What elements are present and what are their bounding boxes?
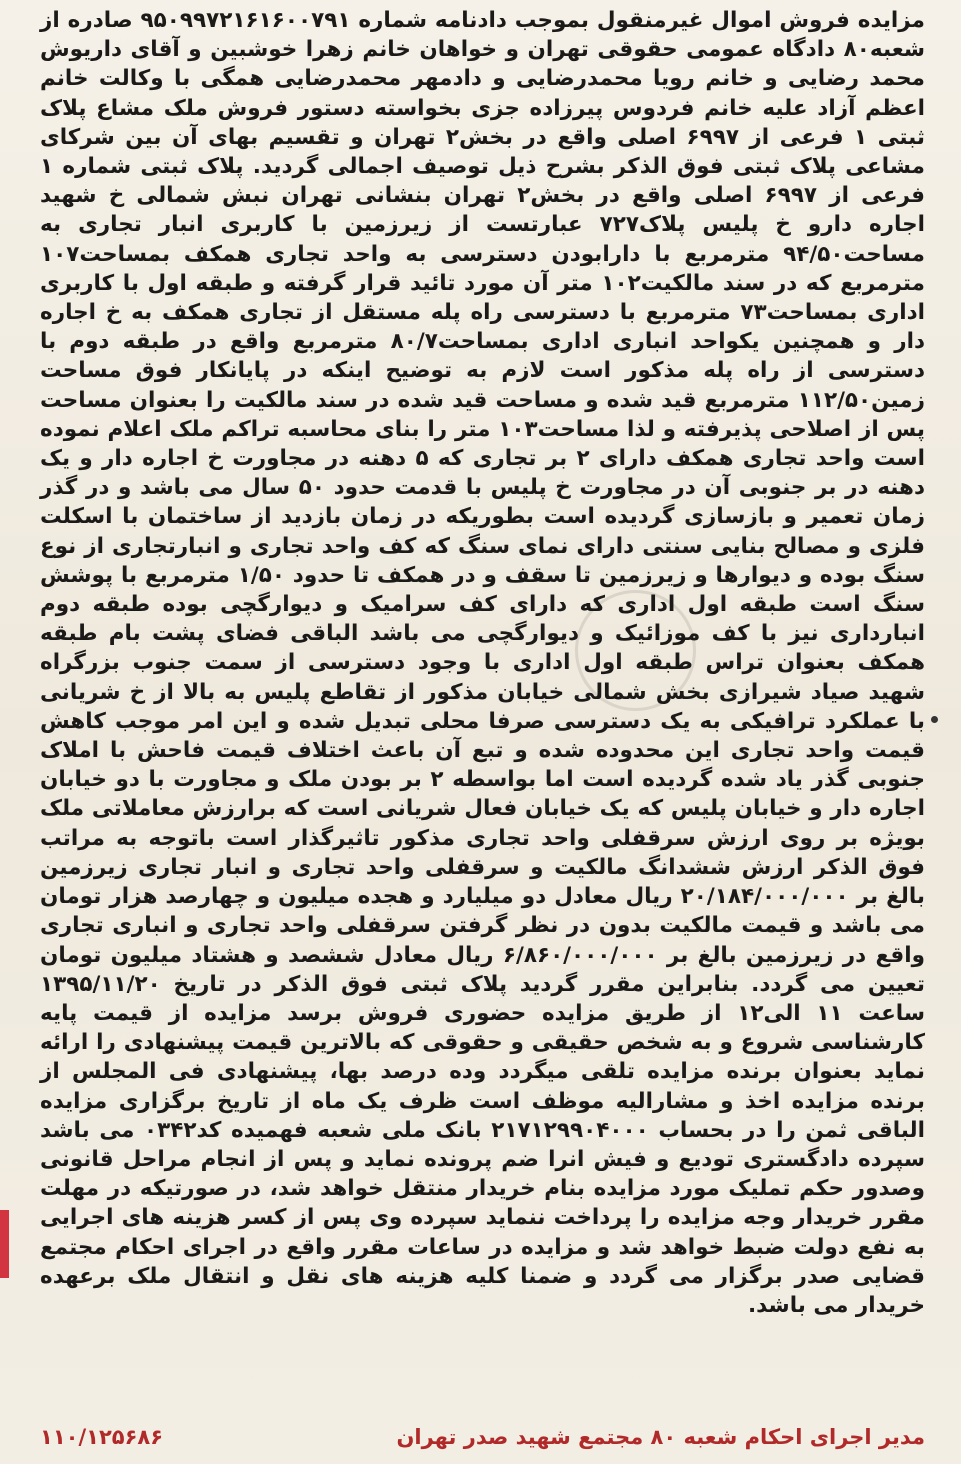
- publication-code: ۱۱۰/۱۲۵۶۸۶: [40, 1425, 164, 1449]
- auction-notice-body: مزایده فروش اموال غیرمنقول بموجب دادنامه شماره ۹۵۰۹۹۷۲۱۶۱۶۰۰۷۹۱ صادره از شعبه۸۰ دادگاه عمومی حقوقی تهران و خواهان خانم زهرا خوشبین و آقای داریوش محمد رضایی و خانم رویا محمدرضایی و دادمهر محمدرضایی همگی با وکالت خانم اعظم آزاد علیه خانم فردوس پیرزاده جزی بخواسته دستور فروش ملک مشاع پلاک ثبتی ۱ فرعی از ۶۹۹۷ اصلی واقع در بخش۲ تهران و تقسیم بهای آن بین شرکای مشاعی پلاک ثبتی فوق الذکر بشرح ذیل توصیف اجمالی گردید. پلاک ثبتی شماره ۱ فرعی از ۶۹۹۷ اصلی واقع در بخش۲ تهران بنشانی تهران نبش شمالی خ شهید اجاره دارو خ پلیس پلاک۷۲۷ عبارتست از زیرزمین با کاربری انبار تجاری به مساحت۹۴/۵۰ مترمربع با دارابودن دسترسی به واحد تجاری همکف بمساحت۱۰۷ مترمربع که در سند مالکیت۱۰۲ متر آن مورد تائید قرار گرفته و طبقه اول با کاربری اداری بمساحت۷۳ مترمربع با دسترسی راه پله مستقل از تجاری همکف به خ اجاره دار و همچنین یکواحد انباری اداری بمساحت۸۰/۷ مترمربع واقع در طبقه دوم با دسترسی از راه پله مذکور است لازم به توضیح اینکه در پایانکار فوق مساحت زمین۱۱۲/۵۰ مترمربع قید شده و مساحت قید شده در سند مالکیت را بعنوان مساحت پس از اصلاحی پذیرفته و لذا مساحت۱۰۳ متر را بنای محاسبه تراکم ملک اعلام نموده است واحد تجاری همکف دارای ۲ بر تجاری که ۵ دهنه در مجاورت خ اجاره دار و یک دهنه در بر جنوبی آن در مجاورت خ پلیس با قدمت حدود ۵۰ سال می باشد و در گذر زمان تعمیر و بازسازی گردیده است بطوریکه در زمان بازدید از ساختمان با اسکلت فلزی و مصالح بنایی سنتی دارای نمای سنگ که کف واحد تجاری و انبارتجاری از نوع سنگ بوده و دیوارها و زیرزمین تا سقف و در همکف تا حدود ۱/۵۰ مترمربع با پوشش سنگ است طبقه اول اداری که دارای کف سرامیک و دیوارگچی بوده طبقه دوم انبارداری نیز با کف موزائیک و دیوارگچی می باشد الباقی فضای پشت بام طبقه همکف بعنوان تراس طبقه اول اداری با وجود دسترسی از سمت جنوب بزرگراه شهید صیاد شیرازی بخش شمالی خیابان مذکور از تقاطع پلیس به بالا از خ شریانی با عملکرد ترافیکی به یک دسترسی صرفا محلی تبدیل شده و این امر موجب کاهش قیمت واحد تجاری این محدوده شده و تبع آن باعث اختلاف قیمت فاحش با املاک جنوبی گذر یاد شده گردیده است اما بواسطه ۲ بر بودن ملک و مجاورت با دو خیابان اجاره دار و خیابان پلیس که یک خیابان فعال شریانی است که برارزش معاملاتی ملک بویژه بر روی ارزش سرقفلی واحد تجاری مذکور تاثیرگذار است باتوجه به مراتب فوق الذکر ارزش ششدانگ مالکیت و سرقفلی واحد تجاری و انبار تجاری زیرزمین بالغ بر ۲۰/۱۸۴/۰۰۰/۰۰۰ ریال معادل دو میلیارد و هجده میلیون و چهارصد هزار تومان می باشد و قیمت مالکیت بدون در نظر گرفتن سرقفلی واحد تجاری و انباری تجاری واقع در زیرزمین بالغ بر ۶/۸۶۰/۰۰۰/۰۰۰ ریال معادل ششصد و هشتاد میلیون تومان تعیین می گردد. بنابراین مقرر گردید پلاک ثبتی فوق الذکر در تاریخ ۱۳۹۵/۱۱/۲۰ ساعت ۱۱ الی۱۲ از طریق مزایده حضوری فروش برسد مزایده از قیمت پایه کارشناسی شروع و به شخص حقیقی و حقوقی که بالاترین قیمت پیشنهادی را ارائه نماید بعنوان برنده مزایده تلقی میگردد وده درصد بها، پیشنهادی فی المجلس از برنده مزایده اخذ و مشارالیه موظف است ظرف یک ماه از تاریخ برگزاری مزایده الباقی ثمن را در بحساب ۲۱۷۱۲۹۹۰۴۰۰۰ بانک ملی شعبه فهمیده کد۰۳۴۲ می باشد سپرده دادگستری تودیع و فیش انرا ضم پرونده نماید و پس از انجام مراحل قانونی وصدور حکم تملیک مورد مزایده بنام خریدار منتقل خواهد شد، در صورتیکه در مهلت مقرر خریدار وجه مزایده را پرداخت ننماید سپرده وی پس از کسر هزینه های اجرایی به نفع دولت ضبط خواهد شد و مزایده در ساعات مقرر واقع در اجرای احکام مجتمع قضایی صدر برگزار می گردد و ضمنا کلیه هزینه های نقل و انتقال ملک برعهده خریدار می باشد.: [40, 8, 926, 1318]
- edge-color-mark: [0, 1210, 9, 1278]
- bullet-dot-icon: [931, 716, 938, 723]
- notice-footer: [40, 1420, 925, 1454]
- issuer-signature: مدیر اجرای احکام شعبه ۸۰ مجتمع شهید صدر تهران: [396, 1425, 925, 1449]
